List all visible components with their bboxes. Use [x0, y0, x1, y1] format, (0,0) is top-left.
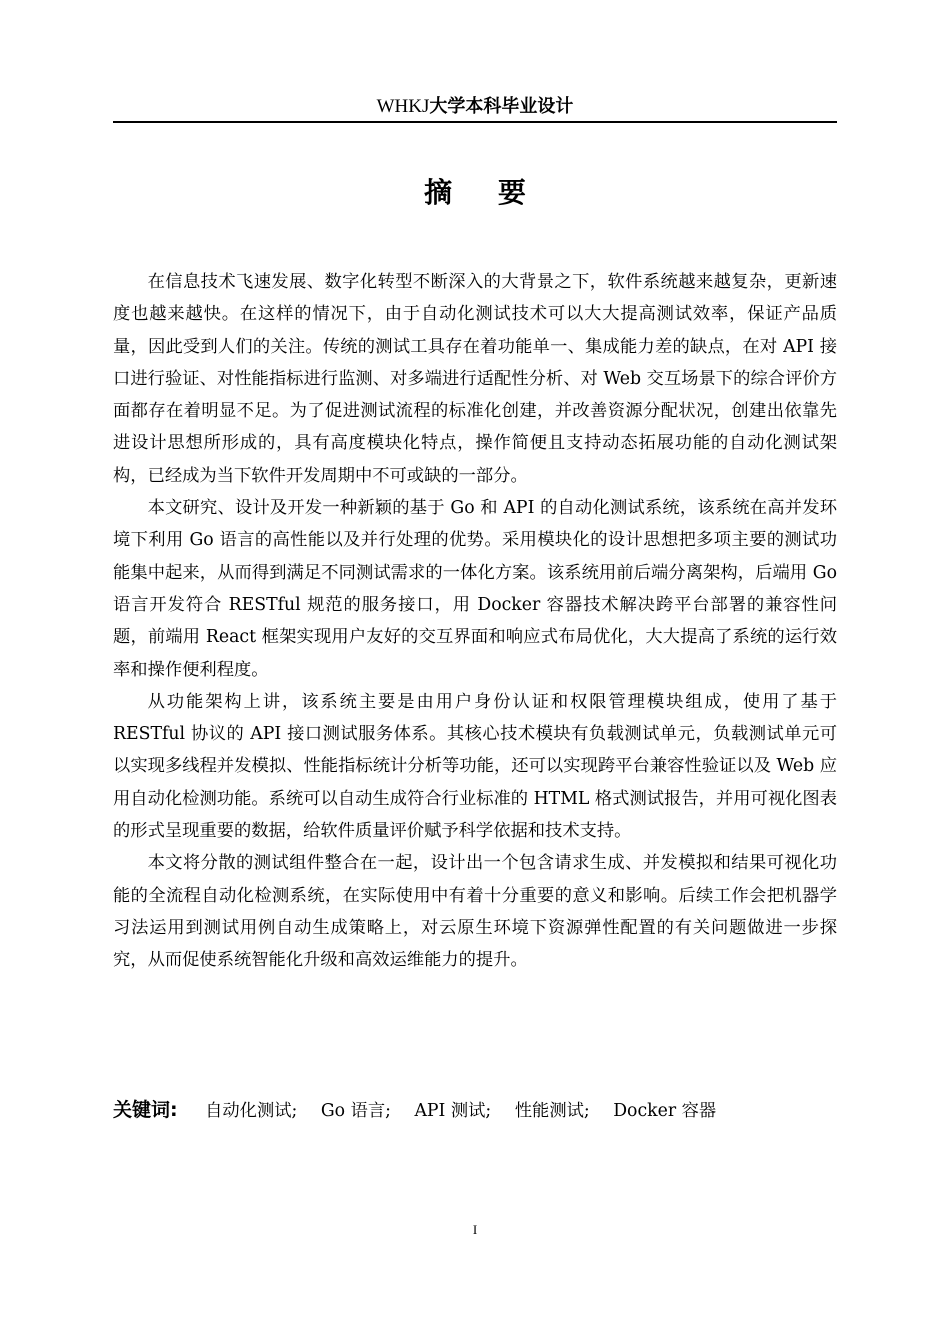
keyword-item: Go 语言;	[320, 1101, 391, 1121]
header-rule	[113, 121, 837, 123]
keyword-item: 自动化测试;	[205, 1101, 298, 1121]
abstract-body	[113, 266, 837, 977]
abstract-paragraph-4: 本文将分散的测试组件整合在一起，设计出一个包含请求生成、并发模拟和结果可视化功能的全流程自动化检测系统，在实际使用中有着十分重要的意义和影响。后续工作会把机器学习法运用到测试用例自动生成策略上，对云原生环境下资源弹性配置的有关问题做进一步探究，从而促使系统智能化升级和高效运维能力的提升。	[113, 853, 837, 971]
header-org: WHKJ	[376, 96, 430, 117]
page-number: I	[472, 1222, 478, 1237]
keywords-label: 关键词:	[113, 1099, 178, 1121]
keyword-item: API 测试;	[414, 1101, 492, 1121]
abstract-paragraph-3: 从功能架构上讲，该系统主要是由用户身份认证和权限管理模块组成，使用了基于 RESTful 协议的 API 接口测试服务体系。其核心技术模块有负载测试单元，负载测试单元可以实现多线程并发模拟、性能指标统计分析等功能，还可以实现跨平台兼容性验证以及 Web 应用自动化检测功能。系统可以自动生成符合行业标准的 HTML 格式测试报告，并用可视化图表的形式呈现重要的数据，给软件质量评价赋予科学依据和技术支持。	[113, 691, 837, 842]
abstract-title: 摘 要	[424, 176, 544, 209]
header-title: 大学本科毕业设计	[429, 96, 574, 117]
keyword-item: 性能测试;	[514, 1101, 590, 1121]
abstract-paragraph-2: 本文研究、设计及开发一种新颖的基于 Go 和 API 的自动化测试系统，该系统在高并发环境下利用 Go 语言的高性能以及并行处理的优势。采用模块化的设计思想把多项主要的测试功能集中起来，从而得到满足不同测试需求的一体化方案。该系统用前后端分离架构，后端用 Go 语言开发符合 RESTful 规范的服务接口，用 Docker 容器技术解决跨平台部署的兼容性问题，前端用 React 框架实现用户友好的交互界面和响应式布局优化，大大提高了系统的运行效率和操作便利程度。	[113, 498, 837, 680]
running-header	[113, 93, 837, 120]
abstract-paragraph-1: 在信息技术飞速发展、数字化转型不断深入的大背景之下，软件系统越来越复杂，更新速度也越来越快。在这样的情况下，由于自动化测试技术可以大大提高测试效率，保证产品质量，因此受到人们的关注。传统的测试工具存在着功能单一、集成能力差的缺点，在对 API 接口进行验证、对性能指标进行监测、对多端进行适配性分析、对 Web 交互场景下的综合评价方面都存在着明显不足。为了促进测试流程的标准化创建，并改善资源分配状况，创建出依靠先进设计思想所形成的，具有高度模块化特点，操作简便且支持动态拓展功能的自动化测试架构，已经成为当下软件开发周期中不可或缺的一部分。	[113, 272, 837, 486]
keyword-item: Docker 容器	[613, 1101, 717, 1121]
keywords-line	[113, 1094, 837, 1127]
